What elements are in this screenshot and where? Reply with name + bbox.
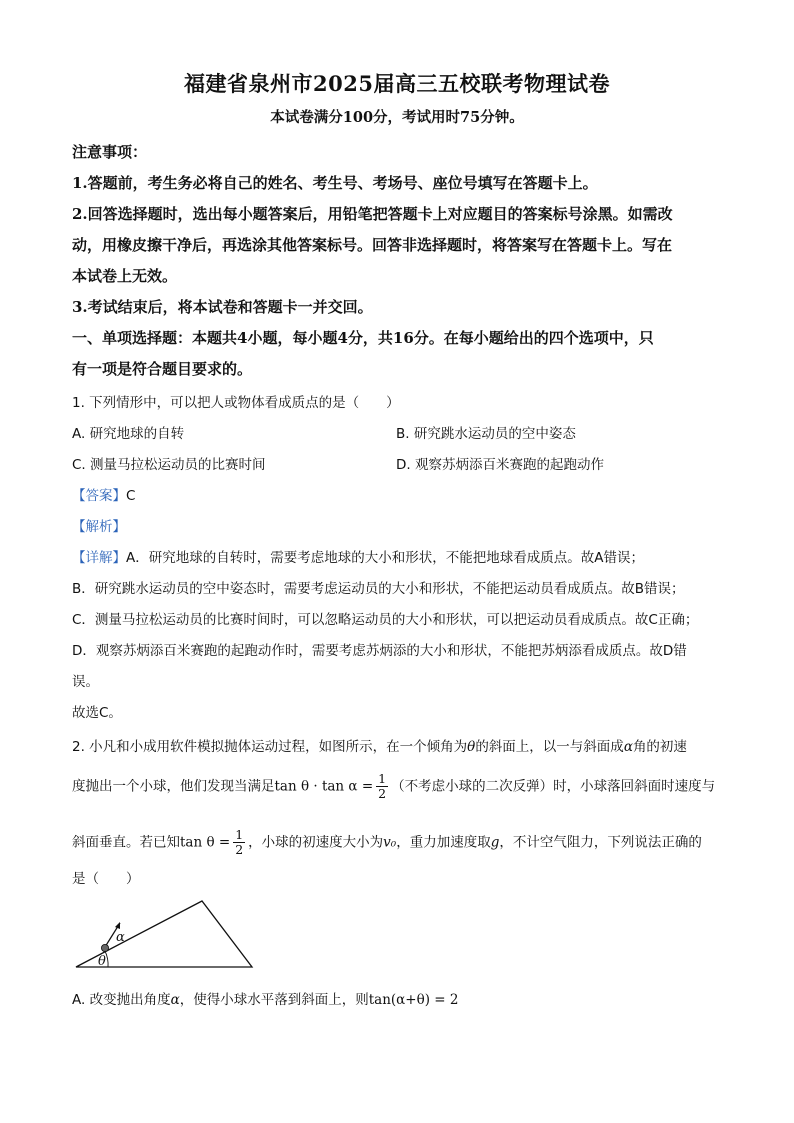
q2-text: ，重力加速度取 xyxy=(396,834,491,851)
fraction-one-half xyxy=(376,772,388,801)
q1-option-b: B. 研究跳水运动员的空中姿态 xyxy=(396,426,576,442)
alpha-label: α xyxy=(116,930,125,945)
q1-detail-b: B．研究跳水运动员的空中姿态时，需要考虑运动员的大小和形状，不能把运动员看成质点。故B错误； xyxy=(72,581,685,597)
q1-detail-d-line-2: 误。 xyxy=(72,674,99,690)
q1-conclusion: 故选C。 xyxy=(72,705,122,721)
given-formula: tan θ = xyxy=(180,834,231,851)
q2-text: 的斜面上，以一与斜面成 xyxy=(475,739,624,755)
option-a-formula: tan(α+θ) = 2 xyxy=(368,992,459,1008)
q2-text: （不考虑小球的二次反弹）时，小球落回斜面时速度与 xyxy=(391,778,716,795)
fraction-one-half xyxy=(233,828,245,857)
q2-option-a-text: A. 改变抛出角度 xyxy=(72,992,171,1008)
detail-a-text: A．研究地球的自转时，需要考虑地球的大小和形状，不能把地球看成质点。故A错误； xyxy=(126,550,644,566)
fraction-numerator: 1 xyxy=(378,771,387,786)
incline-diagram xyxy=(72,895,262,975)
theta-symbol: θ xyxy=(467,739,476,755)
q2-option-a-text: ，使得小球水平落到斜面上，则 xyxy=(179,992,369,1008)
detail-tag: 【详解】 xyxy=(72,550,126,566)
theta-label: θ xyxy=(98,954,106,969)
notice-heading: 注意事项： xyxy=(72,143,148,161)
q1-answer xyxy=(72,484,135,504)
q2-text: 角的初速 xyxy=(632,739,687,755)
q1-option-a: A. 研究地球的自转 xyxy=(72,426,185,442)
notice-item-1: 1.答题前，考生务必将自己的姓名、考生号、考场号、座位号填写在答题卡上。 xyxy=(72,174,598,192)
answer-tag: 【答案】 xyxy=(72,488,126,504)
condition-formula: tan θ · tan α = xyxy=(274,778,374,795)
q2-text: ，小球的初速度大小为 xyxy=(248,834,384,851)
alpha-symbol: α xyxy=(623,739,633,755)
q1-detail-a xyxy=(72,546,644,566)
q1-detail-c: C．测量马拉松运动员的比赛时间时，可以忽略运动员的大小和形状，可以把运动员看成质点。故C正确； xyxy=(72,612,699,628)
notice-item-2-line-1: 2.回答选择题时，选出每小题答案后，用铅笔把答题卡上对应题目的答案标号涂黑。如需改 xyxy=(72,205,673,223)
q2-stem-line-3 xyxy=(72,828,702,857)
section-heading-line-1: 一、单项选择题：本题共4小题，每小题4分，共16分。在每小题给出的四个选项中，只 xyxy=(72,329,654,347)
notice-item-2-line-2: 动，用橡皮擦干净后，再选涂其他答案标号。回答非选择题时，将答案写在答题卡上。写在 xyxy=(72,236,673,254)
section-heading-line-2: 有一项是符合题目要求的。 xyxy=(72,360,253,378)
q1-option-c: C. 测量马拉松运动员的比赛时间 xyxy=(72,457,266,473)
q2-stem-line-1 xyxy=(72,735,687,755)
exam-subtitle: 本试卷满分100分，考试用时75分钟。 xyxy=(270,109,524,126)
q2-stem-line-2 xyxy=(72,772,715,801)
q1-detail-d-line-1: D．观察苏炳添百米赛跑的起跑动作时，需要考虑苏炳添的大小和形状，不能把苏炳添看成质点。故D错 xyxy=(72,643,687,659)
g-symbol: g xyxy=(490,834,500,851)
alpha-symbol: α xyxy=(170,992,180,1008)
q2-text: 斜面垂直。若已知 xyxy=(72,834,180,851)
q2-stem-line-4: 是（ ） xyxy=(72,871,140,887)
q2-text: 度抛出一个小球，他们发现当满足 xyxy=(72,778,275,795)
q2-text: ，不计空气阻力，下列说法正确的 xyxy=(499,834,702,851)
notice-item-3: 3.考试结束后，将本试卷和答题卡一并交回。 xyxy=(72,298,373,316)
q1-stem: 1. 下列情形中，可以把人或物体看成质点的是（ ） xyxy=(72,395,400,411)
ball xyxy=(101,944,108,951)
fraction-denominator: 2 xyxy=(235,842,244,857)
arrowhead xyxy=(115,922,120,929)
v0-symbol: v₀ xyxy=(383,834,397,851)
q2-text: 2. 小凡和小成用软件模拟抛体运动过程，如图所示，在一个倾角为 xyxy=(72,739,468,755)
fraction-numerator: 1 xyxy=(235,827,244,842)
q1-analysis-tag: 【解析】 xyxy=(72,519,126,535)
q1-option-d: D. 观察苏炳添百米赛跑的起跑动作 xyxy=(396,457,604,473)
page-title: 福建省泉州市2025届高三五校联考物理试卷 xyxy=(184,71,610,96)
fraction-denominator: 2 xyxy=(378,786,387,801)
answer-value: C xyxy=(126,488,136,504)
q2-option-a xyxy=(72,988,458,1008)
notice-item-2-line-3: 本试卷上无效。 xyxy=(72,267,178,285)
